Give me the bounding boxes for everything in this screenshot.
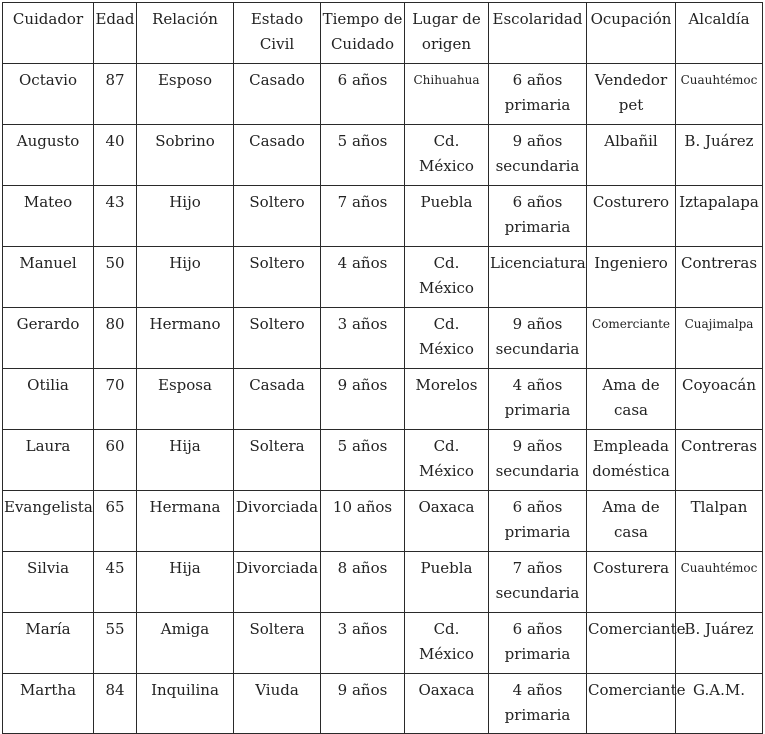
cell-edad: 45: [94, 552, 137, 613]
cell-escolaridad: 4 años primaria: [489, 674, 587, 734]
cell-escolaridad: 6 años primaria: [489, 64, 587, 125]
cell-tiempo-de-cuidado: 5 años: [321, 430, 405, 491]
cell-relacion: Hermana: [137, 491, 234, 552]
cell-edad: 50: [94, 247, 137, 308]
cell-escolaridad: 6 años primaria: [489, 186, 587, 247]
cell-edad: 65: [94, 491, 137, 552]
cell-tiempo-de-cuidado: 9 años: [321, 674, 405, 734]
cell-relacion: Hermano: [137, 308, 234, 369]
cell-escolaridad: 9 años secundaria: [489, 125, 587, 186]
cell-relacion: Esposo: [137, 64, 234, 125]
cell-escolaridad: 6 años primaria: [489, 613, 587, 674]
cell-cuidador: Laura: [3, 430, 94, 491]
cell-edad: 84: [94, 674, 137, 734]
cell-cuidador: Silvia: [3, 552, 94, 613]
cell-edad: 55: [94, 613, 137, 674]
cell-alcaldia: Cuauhtémoc: [676, 552, 763, 613]
cell-estado-civil: Viuda: [234, 674, 321, 734]
cell-estado-civil: Divorciada: [234, 491, 321, 552]
header-row: [3, 3, 763, 64]
cell-tiempo-de-cuidado: 6 años: [321, 64, 405, 125]
cell-cuidador: María: [3, 613, 94, 674]
cell-lugar-de-origen: Oaxaca: [405, 491, 489, 552]
cell-tiempo-de-cuidado: 4 años: [321, 247, 405, 308]
cell-lugar-de-origen: Oaxaca: [405, 674, 489, 734]
cell-escolaridad: 9 años secundaria: [489, 308, 587, 369]
cell-ocupacion: Ingeniero: [587, 247, 676, 308]
header-relacion: Relación: [137, 3, 234, 64]
table-row: [3, 247, 763, 308]
header-estado-civil: Estado Civil: [234, 3, 321, 64]
cell-ocupacion: Vendedor pet: [587, 64, 676, 125]
cell-escolaridad: 6 años primaria: [489, 491, 587, 552]
cell-tiempo-de-cuidado: 8 años: [321, 552, 405, 613]
cell-alcaldia: B. Juárez: [676, 613, 763, 674]
cell-estado-civil: Casado: [234, 64, 321, 125]
table-row: [3, 125, 763, 186]
cell-lugar-de-origen: Puebla: [405, 552, 489, 613]
header-edad: Edad: [94, 3, 137, 64]
cell-edad: 80: [94, 308, 137, 369]
cell-escolaridad: Licenciatura: [489, 247, 587, 308]
cell-estado-civil: Casada: [234, 369, 321, 430]
cell-estado-civil: Soltero: [234, 247, 321, 308]
cell-cuidador: Gerardo: [3, 308, 94, 369]
cell-estado-civil: Soltera: [234, 430, 321, 491]
cell-estado-civil: Soltero: [234, 186, 321, 247]
cell-cuidador: Mateo: [3, 186, 94, 247]
cell-alcaldia: B. Juárez: [676, 125, 763, 186]
cell-cuidador: Evangelista: [3, 491, 94, 552]
cell-alcaldia: G.A.M.: [676, 674, 763, 734]
header-tiempo-de-cuidado: Tiempo de Cuidado: [321, 3, 405, 64]
cell-alcaldia: Contreras: [676, 247, 763, 308]
table-row: [3, 186, 763, 247]
cell-ocupacion: Costurera: [587, 552, 676, 613]
cell-ocupacion: Costurero: [587, 186, 676, 247]
cell-ocupacion: Albañil: [587, 125, 676, 186]
cell-estado-civil: Soltera: [234, 613, 321, 674]
cell-lugar-de-origen: Morelos: [405, 369, 489, 430]
cell-ocupacion: Ama de casa: [587, 369, 676, 430]
table-row: [3, 491, 763, 552]
cell-lugar-de-origen: Cd. México: [405, 125, 489, 186]
cell-relacion: Hijo: [137, 247, 234, 308]
cell-edad: 60: [94, 430, 137, 491]
cell-estado-civil: Casado: [234, 125, 321, 186]
cell-lugar-de-origen: Cd. México: [405, 308, 489, 369]
cell-relacion: Sobrino: [137, 125, 234, 186]
cell-edad: 87: [94, 64, 137, 125]
cell-tiempo-de-cuidado: 3 años: [321, 613, 405, 674]
cell-ocupacion: Empleada doméstica: [587, 430, 676, 491]
cell-tiempo-de-cuidado: 3 años: [321, 308, 405, 369]
cell-lugar-de-origen: Cd. México: [405, 430, 489, 491]
cell-alcaldia: Iztapalapa: [676, 186, 763, 247]
cell-cuidador: Otilia: [3, 369, 94, 430]
cell-estado-civil: Divorciada: [234, 552, 321, 613]
cell-edad: 70: [94, 369, 137, 430]
header-escolaridad: Escolaridad: [489, 3, 587, 64]
table-row: [3, 674, 763, 734]
table-row: [3, 430, 763, 491]
cell-relacion: Esposa: [137, 369, 234, 430]
cell-relacion: Inquilina: [137, 674, 234, 734]
cell-relacion: Amiga: [137, 613, 234, 674]
cell-ocupacion: Comerciante: [587, 613, 676, 674]
cell-tiempo-de-cuidado: 10 años: [321, 491, 405, 552]
cell-alcaldia: Tlalpan: [676, 491, 763, 552]
table-row: [3, 613, 763, 674]
cell-relacion: Hija: [137, 552, 234, 613]
table-row: [3, 308, 763, 369]
header-ocupacion: Ocupación: [587, 3, 676, 64]
cell-tiempo-de-cuidado: 9 años: [321, 369, 405, 430]
cell-edad: 43: [94, 186, 137, 247]
cell-ocupacion: Ama de casa: [587, 491, 676, 552]
cell-lugar-de-origen: Cd. México: [405, 247, 489, 308]
cell-lugar-de-origen: Chihuahua: [405, 64, 489, 125]
cell-cuidador: Martha: [3, 674, 94, 734]
cell-escolaridad: 9 años secundaria: [489, 430, 587, 491]
table-row: [3, 369, 763, 430]
table-row: [3, 64, 763, 125]
cell-alcaldia: Cuajimalpa: [676, 308, 763, 369]
cell-relacion: Hijo: [137, 186, 234, 247]
cell-tiempo-de-cuidado: 5 años: [321, 125, 405, 186]
table-row: [3, 552, 763, 613]
cell-alcaldia: Contreras: [676, 430, 763, 491]
cell-alcaldia: Coyoacán: [676, 369, 763, 430]
header-lugar-de-origen: Lugar de origen: [405, 3, 489, 64]
header-cuidador: Cuidador: [3, 3, 94, 64]
header-alcaldia: Alcaldía: [676, 3, 763, 64]
cell-tiempo-de-cuidado: 7 años: [321, 186, 405, 247]
cell-cuidador: Augusto: [3, 125, 94, 186]
cell-ocupacion: Comerciante: [587, 308, 676, 369]
cell-escolaridad: 7 años secundaria: [489, 552, 587, 613]
cell-edad: 40: [94, 125, 137, 186]
cell-ocupacion: Comerciante: [587, 674, 676, 734]
cell-cuidador: Manuel: [3, 247, 94, 308]
caregivers-table: [2, 2, 763, 734]
cell-lugar-de-origen: Cd. México: [405, 613, 489, 674]
cell-alcaldia: Cuauhtémoc: [676, 64, 763, 125]
cell-cuidador: Octavio: [3, 64, 94, 125]
cell-escolaridad: 4 años primaria: [489, 369, 587, 430]
cell-estado-civil: Soltero: [234, 308, 321, 369]
cell-relacion: Hija: [137, 430, 234, 491]
cell-lugar-de-origen: Puebla: [405, 186, 489, 247]
